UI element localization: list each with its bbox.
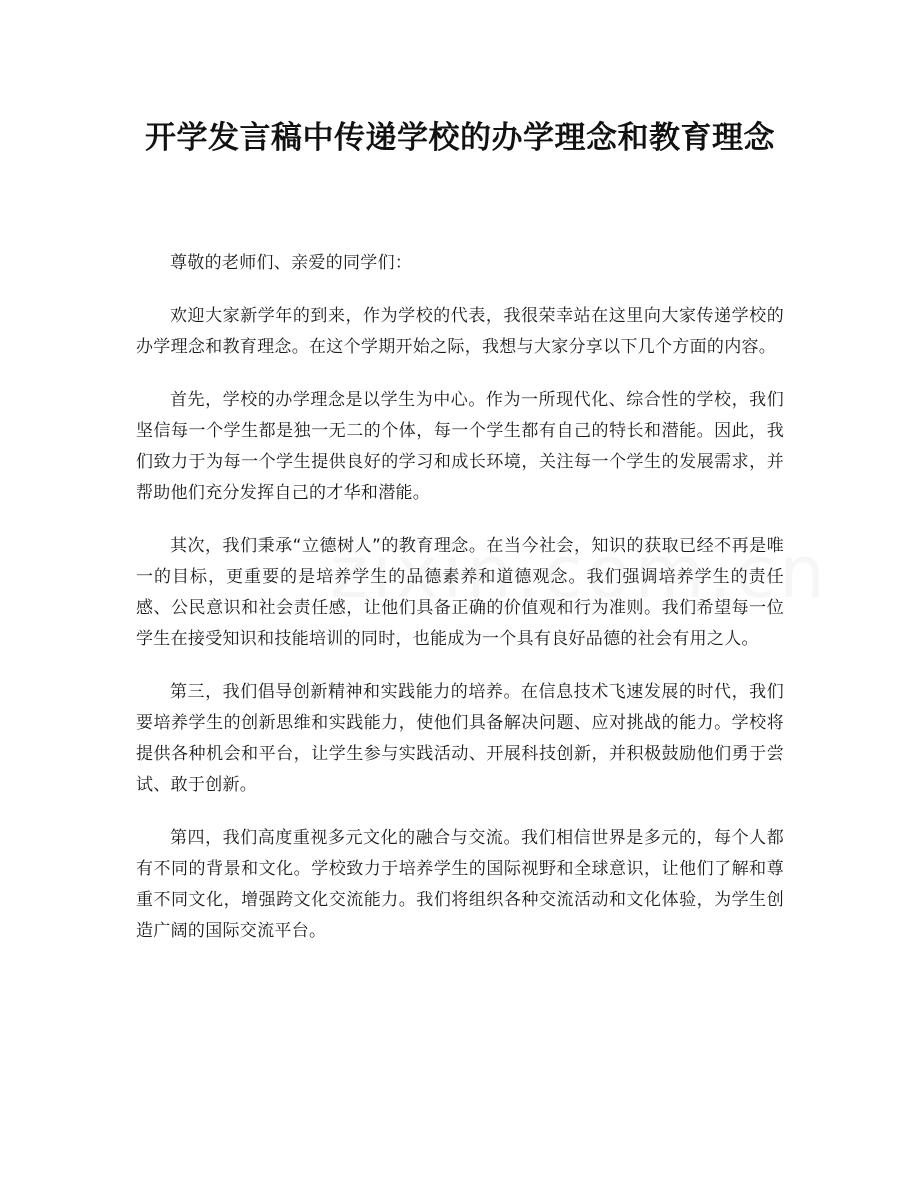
body-paragraph-first: 首先，学校的办学理念是以学生为中心。作为一所现代化、综合性的学校，我们坚信每一个学生都是独一无二的个体，每一个学生都有自己的特长和潜能。因此，我们致力于为每一个学生提供良好的学习和成长环境，关注每一个学生的发展需求，并帮助他们充分发挥自己的才华和潜能。 bbox=[136, 390, 784, 503]
document-body bbox=[136, 248, 784, 969]
intro-paragraph: 欢迎大家新学年的到来，作为学校的代表，我很荣幸站在这里向大家传递学校的办学理念和教育理念。在这个学期开始之际，我想与大家分享以下几个方面的内容。 bbox=[136, 306, 784, 357]
body-paragraph-third: 第三，我们倡导创新精神和实践能力的培养。在信息技术飞速发展的时代，我们要培养学生的创新思维和实践能力，使他们具备解决问题、应对挑战的能力。学校将提供各种机会和平台，让学生参与实践活动、开展科技创新，并积极鼓励他们勇于尝试、敢于创新。 bbox=[136, 682, 784, 795]
body-paragraph-second: 其次，我们秉承“立德树人”的教育理念。在当今社会，知识的获取已经不再是唯一的目标，更重要的是培养学生的品德素养和道德观念。我们强调培养学生的责任感、公民意识和社会责任感，让他们具备正确的价值观和行为准则。我们希望每一位学生在接受知识和技能培训的同时，也能成为一个具有良好品德的社会有用之人。 bbox=[136, 536, 784, 649]
body-paragraph-fourth: 第四，我们高度重视多元文化的融合与交流。我们相信世界是多元的，每个人都有不同的背景和文化。学校致力于培养学生的国际视野和全球意识，让他们了解和尊重不同文化，增强跨文化交流能力。我们将组织各种交流活动和文化体验，为学生创造广阔的国际交流平台。 bbox=[136, 828, 784, 941]
document-title: 开学发言稿中传递学校的办学理念和教育理念 bbox=[145, 120, 775, 156]
salutation-paragraph: 尊敬的老师们、亲爱的同学们： bbox=[170, 253, 413, 273]
